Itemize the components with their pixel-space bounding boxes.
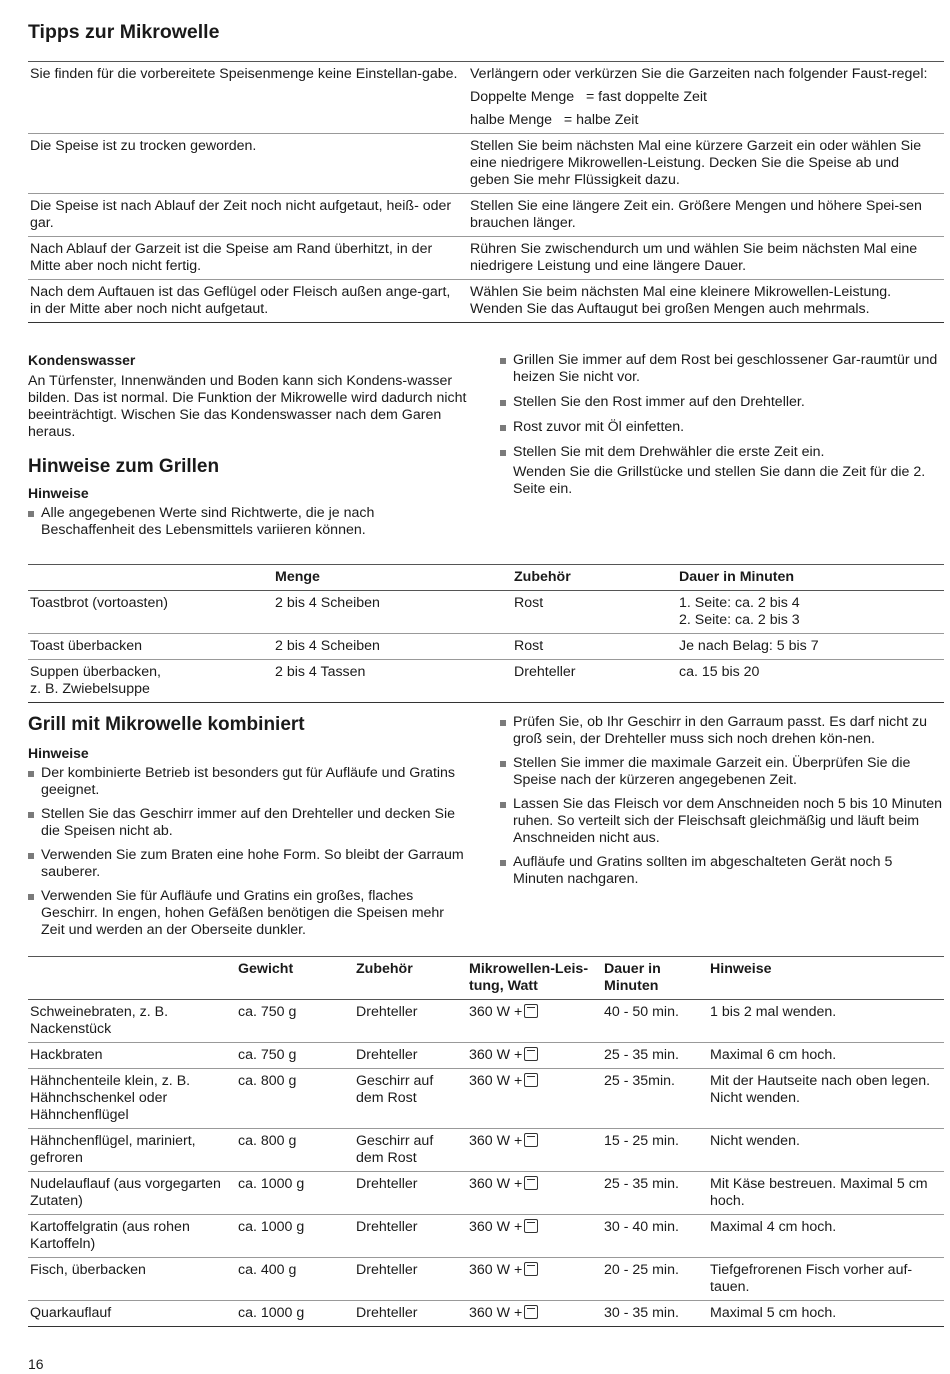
page-number: 16 xyxy=(28,1356,44,1372)
cell-power xyxy=(467,1258,602,1301)
cell-time: 30 - 40 min. xyxy=(604,1219,679,1235)
combi-right-bullets xyxy=(500,714,944,888)
page-title: Tipps zur Mikrowelle xyxy=(28,21,220,43)
grill-symbol-icon xyxy=(524,1176,538,1190)
right-column-2 xyxy=(500,714,944,894)
cell-acc: Drehteller xyxy=(356,1305,418,1321)
power-value: 360 W + xyxy=(469,1073,523,1089)
power-value: 360 W + xyxy=(469,1047,523,1063)
cell: Toast überbacken xyxy=(30,638,142,654)
table-row xyxy=(28,1000,944,1043)
cell-name: Hackbraten xyxy=(30,1047,103,1063)
table-row xyxy=(28,237,944,280)
cell-acc: Drehteller xyxy=(356,1004,418,1020)
tip-problem: Nach Ablauf der Garzeit ist die Speise am Rand überhitzt, in der Mitte aber noch nicht fertig. xyxy=(28,237,468,280)
power-value: 360 W + xyxy=(469,1004,523,1020)
cell-note: Tiefgefrorenen Fisch vorher auf-tauen. xyxy=(710,1262,913,1295)
cell-note: Maximal 6 cm hoch. xyxy=(710,1047,837,1063)
cell-name: Hähnchenteile klein, z. B. Hähnchschenkel oder Hähnchenflügel xyxy=(30,1073,191,1123)
duration-line1: 1. Seite: ca. 2 bis 4 xyxy=(679,595,800,611)
combi-table xyxy=(28,956,944,1327)
grill-symbol-icon xyxy=(524,1262,538,1276)
tip-solution: Stellen Sie eine längere Zeit ein. Größere Mengen und höhere Spei-sen brauchen länger. xyxy=(468,194,944,237)
combi-table-body xyxy=(28,1000,944,1327)
list-item: Verwenden Sie für Aufläufe und Gratins ein großes, flaches Geschirr. In engen, hohen Gefäßen benötigen die Speisen mehr Zeit und werden an der Oberseite dunkler. xyxy=(28,888,468,939)
cell: Rost xyxy=(514,638,544,654)
combi-col-dish xyxy=(28,957,236,1000)
power-value: 360 W + xyxy=(469,1133,523,1149)
tip-solution-cell xyxy=(468,62,944,134)
left-column-2 xyxy=(28,714,468,945)
grill-symbol-icon xyxy=(524,1219,538,1233)
cell-weight: ca. 400 g xyxy=(238,1262,297,1278)
grill-subheading: Hinweise xyxy=(28,485,89,501)
cell-name: Nudelauflauf (aus vorgegarten Zutaten) xyxy=(30,1176,221,1209)
cell-power xyxy=(467,1043,602,1069)
table-row xyxy=(28,634,944,660)
grill-col-accessory: Zubehör xyxy=(514,569,571,585)
power-value: 360 W + xyxy=(469,1305,523,1321)
cell-weight: ca. 800 g xyxy=(238,1073,297,1089)
cell-product xyxy=(28,660,273,703)
cell-time: 40 - 50 min. xyxy=(604,1004,679,1020)
tip-rule-half: halbe Menge = halbe Zeit xyxy=(470,112,639,128)
combi-col-power: Mikrowellen-Leis-tung, Watt xyxy=(469,961,589,994)
combi-col-duration: Dauer in Minuten xyxy=(604,961,661,994)
tip-rule-double: Doppelte Menge = fast doppelte Zeit xyxy=(470,89,708,105)
list-item: Stellen Sie immer die maximale Garzeit ein. Überprüfen Sie die Speise nach der kürzeren angegebenen Zeit. xyxy=(500,755,944,789)
cell-weight: ca. 1000 g xyxy=(238,1176,305,1192)
cell-power xyxy=(467,1129,602,1172)
cell-time: 30 - 35 min. xyxy=(604,1305,679,1321)
grill-heading: Hinweise zum Grillen xyxy=(28,456,220,477)
table-row xyxy=(28,1258,944,1301)
grill-symbol-icon xyxy=(524,1047,538,1061)
right-column-1 xyxy=(500,352,944,504)
cell-acc: Drehteller xyxy=(356,1047,418,1063)
table-row xyxy=(28,1043,944,1069)
list-item: Stellen Sie das Geschirr immer auf den Drehteller und decken Sie die Speisen nicht ab. xyxy=(28,806,468,840)
cell-name: Kartoffelgratin (aus rohen Kartoffeln) xyxy=(30,1219,190,1252)
table-row xyxy=(28,591,944,634)
cell: Drehteller xyxy=(514,664,576,680)
list-item: Verwenden Sie zum Braten eine hohe Form. So bleibt der Garraum sauberer. xyxy=(28,847,468,881)
tip-problem: Sie finden für die vorbereitete Speisenmenge keine Einstellan-gabe. xyxy=(30,66,458,82)
combi-col-notes: Hinweise xyxy=(710,961,772,977)
cell-note: 1 bis 2 mal wenden. xyxy=(710,1004,837,1020)
cell: 2 bis 4 Tassen xyxy=(275,664,366,680)
bullet-continuation: Wenden Sie die Grillstücke und stellen Sie dann die Zeit für die 2. Seite ein. xyxy=(513,464,926,497)
cell-time: 25 - 35 min. xyxy=(604,1176,679,1192)
power-value: 360 W + xyxy=(469,1176,523,1192)
cell-power xyxy=(467,1301,602,1327)
cell-name: Hähnchenflügel, mariniert, gefroren xyxy=(30,1133,196,1166)
combi-subheading: Hinweise xyxy=(28,745,89,761)
cell-note: Mit der Hautseite nach oben legen. Nicht wenden. xyxy=(710,1073,931,1106)
list-item: Rost zuvor mit Öl einfetten. xyxy=(500,419,944,436)
grill-col-amount: Menge xyxy=(275,569,320,585)
cell: Toastbrot (vortoasten) xyxy=(30,595,168,611)
cell-acc: Drehteller xyxy=(356,1219,418,1235)
tip-solution: Rühren Sie zwischendurch um und wählen Sie beim nächsten Mal eine niedrigere Leistung und eine längere Dauer. xyxy=(468,237,944,280)
tip-problem: Nach dem Auftauen ist das Geflügel oder Fleisch außen ange-gart, in der Mitte aber noch nicht aufgetaut. xyxy=(28,280,468,323)
left-column-1 xyxy=(28,352,468,545)
cell-weight: ca. 750 g xyxy=(238,1004,297,1020)
cell-power xyxy=(467,1215,602,1258)
combi-col-accessory: Zubehör xyxy=(356,961,413,977)
cell-time: 15 - 25 min. xyxy=(604,1133,679,1149)
cell-time: 25 - 35 min. xyxy=(604,1047,679,1063)
grill-symbol-icon xyxy=(524,1073,538,1087)
list-item xyxy=(500,444,944,498)
list-item: Aufläufe und Gratins sollten im abgeschalteten Gerät noch 5 Minuten nachgaren. xyxy=(500,854,944,888)
tips-table xyxy=(28,61,944,323)
table-row xyxy=(28,1301,944,1327)
list-item: Stellen Sie den Rost immer auf den Drehteller. xyxy=(500,394,944,411)
cell-weight: ca. 1000 g xyxy=(238,1305,305,1321)
grill-left-bullets xyxy=(28,505,468,539)
table-row xyxy=(28,1129,944,1172)
grill-symbol-icon xyxy=(524,1004,538,1018)
grill-symbol-icon xyxy=(524,1305,538,1319)
cell: 2 bis 4 Scheiben xyxy=(275,595,380,611)
cell-weight: ca. 750 g xyxy=(238,1047,297,1063)
grill-col-product xyxy=(28,565,273,591)
power-value: 360 W + xyxy=(469,1219,523,1235)
table-row xyxy=(28,194,944,237)
duration-line2: 2. Seite: ca. 2 bis 3 xyxy=(679,612,800,628)
power-value: 360 W + xyxy=(469,1262,523,1278)
list-item: Grillen Sie immer auf dem Rost bei geschlossener Gar-raumtür und heizen Sie nicht vor. xyxy=(500,352,944,386)
kondens-heading: Kondenswasser xyxy=(28,352,136,368)
grill-table xyxy=(28,564,944,703)
cell-note: Maximal 5 cm hoch. xyxy=(710,1305,837,1321)
bullet-text: Stellen Sie mit dem Drehwähler die erste Zeit ein. xyxy=(513,444,825,460)
table-row xyxy=(28,1172,944,1215)
list-item: Lassen Sie das Fleisch vor dem Anschneiden noch 5 bis 10 Minuten ruhen. So verteilt sich der Fleischsaft gleichmäßig und läuft beim Anschneiden nicht aus. xyxy=(500,796,944,847)
tip-solution: Stellen Sie beim nächsten Mal eine kürzere Garzeit ein oder wählen Sie eine niedrigere Mikrowellen-Leistung. Decken Sie die Speise ab und geben Sie mehr Flüssigkeit dazu. xyxy=(468,134,944,194)
tip-problem: Die Speise ist nach Ablauf der Zeit noch nicht aufgetaut, heiß- oder gar. xyxy=(28,194,468,237)
cell-acc: Geschirr auf dem Rost xyxy=(356,1073,434,1106)
cell-note: Mit Käse bestreuen. Maximal 5 cm hoch. xyxy=(710,1176,928,1209)
combi-heading: Grill mit Mikrowelle kombiniert xyxy=(28,714,305,735)
table-row xyxy=(28,280,944,323)
cell: Je nach Belag: 5 bis 7 xyxy=(679,638,819,654)
combi-col-weight: Gewicht xyxy=(238,961,294,977)
table-header-row xyxy=(28,957,944,1000)
cell: 2 bis 4 Scheiben xyxy=(275,638,380,654)
cell-name: Fisch, überbacken xyxy=(30,1262,146,1278)
list-item: Alle angegebenen Werte sind Richtwerte, die je nach Beschaffenheit des Lebensmittels variieren können. xyxy=(28,505,468,539)
tip-solution: Verlängern oder verkürzen Sie die Garzeiten nach folgender Faust-regel: xyxy=(470,66,928,82)
product-line1: Suppen überbacken, xyxy=(30,664,161,680)
cell: Rost xyxy=(514,595,544,611)
list-item: Der kombinierte Betrieb ist besonders gut für Aufläufe und Gratins geeignet. xyxy=(28,765,468,799)
cell-name: Quarkauflauf xyxy=(30,1305,112,1321)
cell-power xyxy=(467,1069,602,1129)
cell-acc: Drehteller xyxy=(356,1262,418,1278)
table-row xyxy=(28,1215,944,1258)
cell: ca. 15 bis 20 xyxy=(679,664,760,680)
tip-solution: Wählen Sie beim nächsten Mal eine kleinere Mikrowellen-Leistung. Wenden Sie das Auftaugut bei großen Mengen auch mehrmals. xyxy=(468,280,944,323)
cell-duration xyxy=(677,591,944,634)
grill-symbol-icon xyxy=(524,1133,538,1147)
cell-note: Maximal 4 cm hoch. xyxy=(710,1219,837,1235)
kondens-text: An Türfenster, Innenwänden und Boden kann sich Kondens-wasser bilden. Das ist normal. Die Funktion der Mikrowelle wird dadurch nicht beeinträchtigt. Wischen Sie das Kondenswasser nach dem Garen heraus. xyxy=(28,373,467,440)
cell-note: Nicht wenden. xyxy=(710,1133,800,1149)
grill-right-bullets xyxy=(500,352,944,498)
list-item: Prüfen Sie, ob Ihr Geschirr in den Garraum passt. Es darf nicht zu groß sein, der Drehteller muss sich noch drehen kön-nen. xyxy=(500,714,944,748)
cell-acc: Geschirr auf dem Rost xyxy=(356,1133,434,1166)
combi-left-bullets xyxy=(28,765,468,939)
cell-power xyxy=(467,1000,602,1043)
cell-power xyxy=(467,1172,602,1215)
cell-time: 25 - 35min. xyxy=(604,1073,675,1089)
table-row xyxy=(28,134,944,194)
cell-name: Schweinebraten, z. B. Nackenstück xyxy=(30,1004,169,1037)
table-header-row xyxy=(28,565,944,591)
cell-acc: Drehteller xyxy=(356,1176,418,1192)
cell-weight: ca. 800 g xyxy=(238,1133,297,1149)
table-row xyxy=(28,1069,944,1129)
tip-problem: Die Speise ist zu trocken geworden. xyxy=(28,134,468,194)
cell-weight: ca. 1000 g xyxy=(238,1219,305,1235)
table-row xyxy=(28,62,944,134)
table-row xyxy=(28,660,944,703)
cell-time: 20 - 25 min. xyxy=(604,1262,679,1278)
product-line2: z. B. Zwiebelsuppe xyxy=(30,681,150,697)
grill-col-duration: Dauer in Minuten xyxy=(679,569,795,585)
